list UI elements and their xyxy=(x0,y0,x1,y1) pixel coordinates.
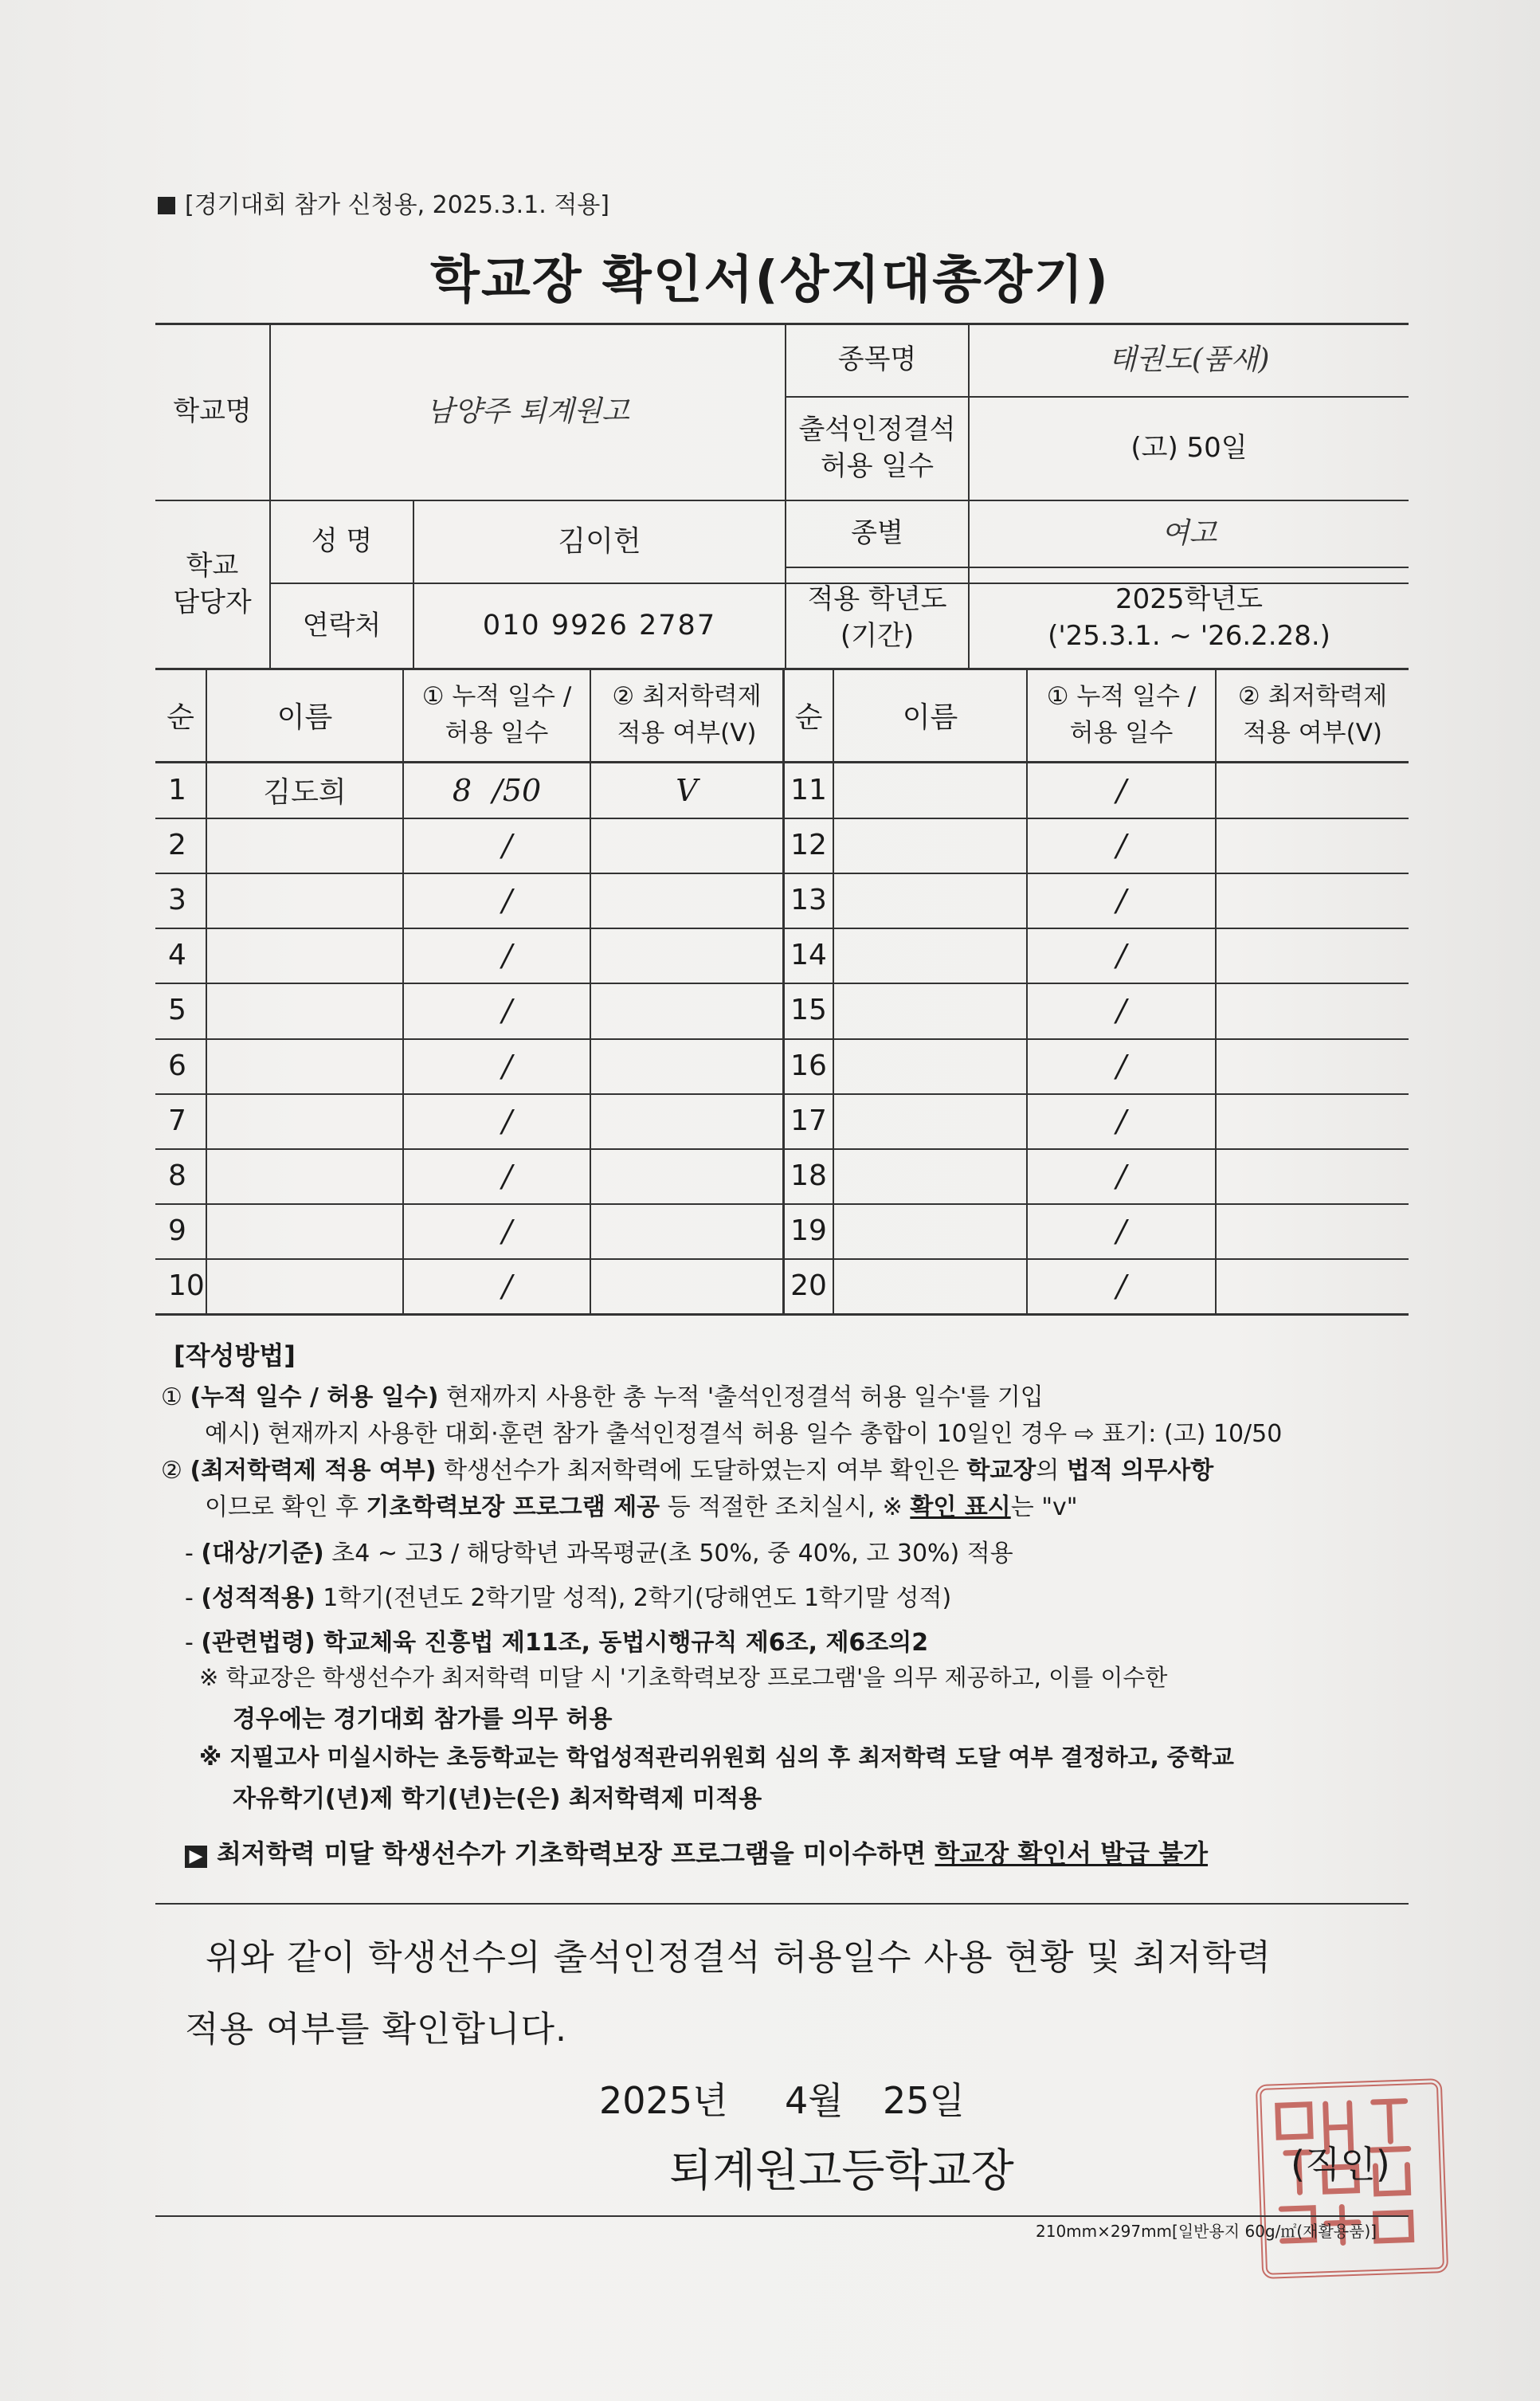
col-name-header-right: 이름 xyxy=(902,700,958,734)
col-no-header: 순 xyxy=(167,700,194,734)
days-cell xyxy=(404,928,590,983)
col-name-header: 이름 xyxy=(276,700,333,734)
min-check xyxy=(1217,763,1409,818)
contact-value: 010 9926 2787 xyxy=(482,609,717,641)
dash-mark: - xyxy=(185,1540,202,1567)
event-label: 종목명 xyxy=(837,343,917,376)
name-value: 김이헌 xyxy=(558,524,641,558)
student-name xyxy=(207,1258,402,1313)
name-label: 성 명 xyxy=(311,525,373,558)
col-days-header-line2: 허용 일수 xyxy=(445,719,549,747)
student-name xyxy=(207,1038,402,1093)
allow-days-label-line2: 허용 일수 xyxy=(820,450,935,482)
days-used: 8 xyxy=(452,772,472,808)
days-cell xyxy=(404,1258,590,1313)
student-name xyxy=(834,1148,1026,1203)
student-name xyxy=(207,1093,402,1148)
student-name xyxy=(834,1038,1026,1093)
instruction-text: 현재까지 사용한 총 누적 '출석인정결석 허용 일수'를 기입 xyxy=(438,1383,1044,1411)
min-check xyxy=(1217,983,1409,1038)
row-number: 14 xyxy=(790,939,827,971)
student-name xyxy=(834,983,1026,1038)
col-min-header-line1: ② 최저학력제 xyxy=(612,681,762,711)
row-number: 2 xyxy=(168,829,186,861)
row-number: 17 xyxy=(790,1104,827,1137)
instructions-heading: [작성방법] xyxy=(174,1340,296,1371)
student-name xyxy=(834,763,1026,818)
col-no-header-right: 순 xyxy=(794,700,823,734)
student-name xyxy=(207,1148,402,1203)
days-allowed: / xyxy=(502,1268,512,1304)
instruction-bold: 학교장 xyxy=(966,1457,1036,1485)
principal-name: 퇴계원고등학교장 xyxy=(669,2145,1014,2197)
min-check xyxy=(591,818,782,873)
instruction-underline: 학교장 확인서 발급 불가 xyxy=(935,1838,1209,1869)
days-cell: / xyxy=(1116,1213,1127,1249)
student-name xyxy=(207,928,402,983)
days-allowed: / xyxy=(502,1048,512,1084)
days-allowed: / xyxy=(502,992,512,1028)
event-value: 태권도(품새) xyxy=(1108,343,1270,376)
year-label-line1: 적용 학년도 xyxy=(807,583,947,615)
document-title: 학교장 확인서(상지대총장기) xyxy=(430,251,1110,310)
row-number: 12 xyxy=(790,829,827,861)
instruction-bold: (관련법령) 학교체육 진흥법 제11조, 동법시행규칙 제6조, 제6조의2 xyxy=(201,1629,929,1657)
min-check: V xyxy=(676,772,698,808)
row-number: 5 xyxy=(168,994,186,1026)
min-check xyxy=(1217,1148,1409,1203)
days-allowed: /50 xyxy=(492,772,542,808)
days-allowed: / xyxy=(502,1158,512,1194)
instruction-line xyxy=(185,1838,1208,1869)
staff-label-line1: 학교 xyxy=(186,550,239,583)
student-name xyxy=(207,873,402,928)
min-check xyxy=(1217,1203,1409,1258)
instruction-text: 1학기(전년도 2학기말 성적), 2학기(당해연도 1학기말 성적) xyxy=(315,1584,952,1612)
row-number: 4 xyxy=(168,939,186,971)
row-number: 19 xyxy=(790,1214,827,1247)
arrow-box-icon: ▶ xyxy=(185,1846,207,1868)
days-cell: / xyxy=(1116,1103,1127,1139)
school-value: 남양주 퇴계원고 xyxy=(426,394,629,428)
min-check xyxy=(591,1258,782,1313)
col-days-header-right xyxy=(1028,669,1215,761)
student-name xyxy=(834,873,1026,928)
instruction-line: 경우에는 경기대회 참가를 의무 허용 xyxy=(233,1705,613,1733)
col-min-header-right xyxy=(1217,669,1409,761)
days-cell xyxy=(404,983,590,1038)
min-check xyxy=(591,1203,782,1258)
instruction-line: 자유학기(년)제 학기(년)는(은) 최저학력제 미적용 xyxy=(233,1785,762,1813)
row-number: 7 xyxy=(168,1104,186,1137)
days-cell xyxy=(404,873,590,928)
student-name xyxy=(834,818,1026,873)
row-number: 20 xyxy=(790,1269,827,1302)
col-days-header-right-line1: ① 누적 일수 / xyxy=(1046,681,1197,711)
circle-2-mark: ② xyxy=(161,1457,182,1485)
section-divider xyxy=(155,2215,1409,2217)
dash-mark: - xyxy=(185,1629,202,1657)
days-cell: / xyxy=(1116,882,1127,918)
confirm-text: 적용 여부를 확인합니다. xyxy=(185,2009,567,2050)
instruction-text: 학생선수가 최저학력에 도달하였는지 여부 확인은 xyxy=(436,1457,967,1485)
instruction-line xyxy=(161,1383,1044,1412)
paper-spec-note: 210mm×297mm[일반용지 60g/㎡(재활용품)] xyxy=(1036,2222,1377,2241)
instruction-line xyxy=(185,1629,928,1658)
days-cell xyxy=(404,1093,590,1148)
col-min-header-line2: 적용 여부(V) xyxy=(617,719,757,747)
min-check xyxy=(1217,928,1409,983)
instruction-underline: 확인 표시 xyxy=(910,1493,1011,1521)
days-cell: / xyxy=(1116,1158,1127,1194)
student-name xyxy=(834,1258,1026,1313)
days-cell: / xyxy=(1116,827,1127,863)
days-cell: / xyxy=(1116,1048,1127,1084)
days-allowed: / xyxy=(502,937,512,973)
row-number: 13 xyxy=(790,884,827,916)
row-number: 15 xyxy=(790,994,827,1026)
days-allowed: / xyxy=(502,1213,512,1249)
circle-1-mark: ① xyxy=(161,1383,182,1411)
year-value xyxy=(970,568,1409,668)
min-check xyxy=(1217,1038,1409,1093)
instruction-bold: (최저학력제 적용 여부) xyxy=(190,1457,437,1485)
instruction-text: 등 적절한 조치실시, ※ xyxy=(660,1493,911,1521)
col-days-header-right-line2: 허용 일수 xyxy=(1069,719,1174,747)
instruction-bold: 법적 의무사항 xyxy=(1066,1457,1214,1485)
row-number: 11 xyxy=(790,774,827,806)
days-allowed: / xyxy=(502,1103,512,1139)
student-name xyxy=(834,1203,1026,1258)
min-check xyxy=(591,1148,782,1203)
days-cell xyxy=(404,818,590,873)
min-check xyxy=(591,928,782,983)
days-cell: / xyxy=(1116,937,1127,973)
days-allowed: / xyxy=(502,827,512,863)
row-number: 6 xyxy=(168,1049,186,1082)
staff-label xyxy=(155,501,269,669)
min-check xyxy=(1217,1258,1409,1313)
square-bullet-icon xyxy=(158,197,175,214)
student-name xyxy=(834,1093,1026,1148)
instruction-bold: (대상/기준) xyxy=(201,1540,324,1567)
instruction-line xyxy=(161,1457,1213,1485)
student-name: 김도희 xyxy=(263,776,347,809)
min-check xyxy=(591,1038,782,1093)
student-name xyxy=(207,818,402,873)
days-cell xyxy=(404,1203,590,1258)
school-label: 학교명 xyxy=(173,395,252,428)
instruction-line: ※ 학교장은 학생선수가 최저학력 미달 시 '기초학력보장 프로그램'을 의무 제공하고, 이를 이수한 xyxy=(199,1664,1168,1691)
instruction-line xyxy=(205,1493,1078,1522)
date-month: 4월 xyxy=(785,2079,844,2122)
instruction-text: 초4 ~ 고3 / 해당학년 과목평균(초 50%, 중 40%, 고 30%) 적용 xyxy=(323,1540,1013,1567)
min-check xyxy=(591,873,782,928)
row-number: 10 xyxy=(168,1269,205,1302)
instruction-bold: (누적 일수 / 허용 일수) xyxy=(190,1383,439,1411)
row-number: 3 xyxy=(168,884,186,916)
min-check xyxy=(1217,873,1409,928)
col-min-header xyxy=(591,669,782,761)
year-value-line2: ('25.3.1. ~ '26.2.28.) xyxy=(1048,619,1330,652)
year-label-line2: (기간) xyxy=(840,619,915,652)
allow-days-label xyxy=(786,398,968,500)
row-number: 16 xyxy=(790,1049,827,1082)
year-value-line1: 2025학년도 xyxy=(1115,583,1264,615)
contact-label: 연락처 xyxy=(302,609,382,641)
gender-value: 여고 xyxy=(1161,516,1217,550)
instruction-bold: 기초학력보장 프로그램 제공 xyxy=(366,1493,660,1521)
student-name xyxy=(207,1203,402,1258)
confirm-text: 위와 같이 학생선수의 출석인정결석 허용일수 사용 현황 및 최저학력 xyxy=(206,1937,1272,1978)
date-year: 2025년 xyxy=(599,2079,728,2122)
instruction-text: 는 "v" xyxy=(1010,1493,1078,1521)
student-name xyxy=(207,983,402,1038)
section-divider xyxy=(155,1903,1409,1905)
min-check xyxy=(591,983,782,1038)
instruction-bold: (성적적용) xyxy=(201,1584,315,1612)
instruction-line: 예시) 현재까지 사용한 대회·훈련 참가 출석인정결석 허용 일수 총합이 10일인 경우 ⇨ 표기: (고) 10/50 xyxy=(205,1420,1283,1448)
gender-label: 종별 xyxy=(851,517,903,550)
row-number: 9 xyxy=(168,1214,186,1247)
year-label xyxy=(786,568,968,668)
col-days-header xyxy=(404,669,590,761)
days-cell: / xyxy=(1116,1268,1127,1304)
student-name xyxy=(834,928,1026,983)
col-min-header-right-line2: 적용 여부(V) xyxy=(1242,719,1383,747)
days-cell: / xyxy=(1116,772,1127,808)
instruction-text: 이므로 확인 후 xyxy=(205,1493,366,1521)
row-number: 8 xyxy=(168,1159,186,1192)
days-cell xyxy=(404,763,590,818)
min-check xyxy=(1217,1093,1409,1148)
seal-label: (직인) xyxy=(1291,2143,1390,2186)
dash-mark: - xyxy=(185,1584,202,1612)
days-cell: / xyxy=(1116,992,1127,1028)
instruction-text: 의 xyxy=(1036,1457,1067,1485)
form-usage-text: [경기대회 참가 신청용, 2025.3.1. 적용] xyxy=(185,191,609,219)
days-cell xyxy=(404,1148,590,1203)
row-number: 1 xyxy=(168,774,186,806)
col-min-header-right-line1: ② 최저학력제 xyxy=(1237,681,1388,711)
row-number: 18 xyxy=(790,1159,827,1192)
instruction-line xyxy=(185,1584,951,1613)
instruction-line xyxy=(185,1540,1013,1568)
col-days-header-line1: ① 누적 일수 / xyxy=(421,681,572,711)
min-check xyxy=(591,1093,782,1148)
instruction-line: ※ 지필고사 미실시하는 초등학교는 학업성적관리위원회 심의 후 최저학력 도달 여부 결정하고, 중학교 xyxy=(199,1744,1234,1771)
days-allowed: / xyxy=(502,882,512,918)
allow-days-label-line1: 출석인정결석 xyxy=(798,414,956,446)
min-check xyxy=(1217,818,1409,873)
form-usage-note xyxy=(158,185,609,220)
days-cell xyxy=(404,1038,590,1093)
allow-days-value: (고) 50일 xyxy=(1131,432,1248,465)
staff-label-line2: 담당자 xyxy=(173,587,252,618)
instruction-text: 최저학력 미달 학생선수가 기초학력보장 프로그램을 미이수하면 xyxy=(217,1838,935,1869)
date-day: 25일 xyxy=(883,2079,965,2122)
